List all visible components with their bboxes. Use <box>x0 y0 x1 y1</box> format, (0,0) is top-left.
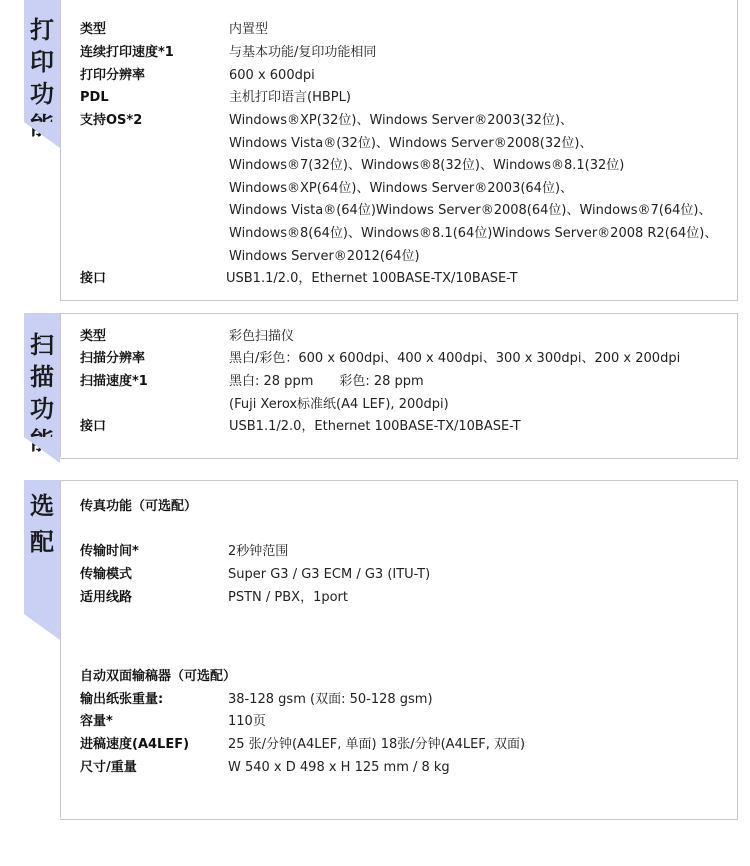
adf-size-label: 尺寸/重量 <box>80 760 137 775</box>
print-os-line: Windows®8(64位)、Windows®8.1(64位)Windows Server®2008 R2(64位)、 <box>229 226 718 241</box>
fax-mode-value: Super G3 / G3 ECM / G3 (ITU-T) <box>228 567 431 582</box>
print-pdl-label: PDL <box>80 90 109 105</box>
print-os-label: 支持OS*2 <box>80 113 143 128</box>
fax-line-value: PSTN / PBX，1port <box>228 590 348 605</box>
adf-speed-label: 进稿速度(A4LEF) <box>80 737 190 752</box>
scan-tab-title: 扫描功 <box>30 330 54 423</box>
adf-capacity-value: 110页 <box>228 714 266 729</box>
fax-mode-label: 传输模式 <box>80 567 133 582</box>
print-resolution-value: 600 x 600dpi <box>229 68 315 83</box>
print-pdl-value: 主机打印语言(HBPL) <box>229 90 351 105</box>
adf-capacity-label: 容量* <box>80 714 113 729</box>
scan-speed-value: 黑白: 28 ppm 彩色: 28 ppm <box>229 374 424 389</box>
options-tab <box>24 480 60 614</box>
fax-time-value: 2秒钟范围 <box>228 544 289 559</box>
scan-interface-value: USB1.1/2.0，Ethernet 100BASE-TX/10BASE-T <box>229 419 521 434</box>
print-os-line: Windows Vista®(32位)、Windows Server®2008(32位)、 <box>229 136 593 151</box>
print-type-label: 类型 <box>80 22 107 37</box>
scan-interface-label: 接口 <box>80 419 107 434</box>
print-os-line: Windows®7(32位)、Windows®8(32位)、Windows®8.1(32位) <box>229 158 625 173</box>
scan-speed-note: (Fuji Xerox标准纸(A4 LEF), 200dpi) <box>229 397 449 412</box>
options-tab-title: 选配 <box>30 491 54 556</box>
print-resolution-label: 打印分辨率 <box>80 68 146 83</box>
print-section <box>0 0 750 300</box>
fax-time-label: 传输时间* <box>80 544 139 559</box>
print-os-value: Windows®XP(32位)、Windows Server®2003(32位)、 <box>229 113 574 128</box>
adf-weight-label: 输出纸张重量: <box>80 692 164 707</box>
adf-size-value: W 540 x D 498 x H 125 mm / 8 kg <box>228 760 450 775</box>
print-os-line: Windows Vista®(64位)Windows Server®2008(64位)、Windows®7(64位)、 <box>229 203 712 218</box>
scan-speed-label: 扫描速度*1 <box>80 374 148 389</box>
print-speed-label: 连续打印速度*1 <box>80 45 174 60</box>
options-section <box>0 480 750 818</box>
print-os-line: Windows®XP(64位)、Windows Server®2003(64位)、 <box>229 181 574 196</box>
fax-heading: 传真功能（可选配） <box>80 499 198 514</box>
print-tab <box>24 0 60 122</box>
print-tab-title: 打印功 <box>30 15 54 108</box>
adf-heading: 自动双面输稿器（可选配） <box>80 669 237 684</box>
adf-weight-value: 38-128 gsm (双面: 50-128 gsm) <box>228 692 433 707</box>
scan-type-label: 类型 <box>80 329 107 344</box>
print-os-line: Windows Server®2012(64位) <box>229 249 420 264</box>
scan-resolution-label: 扫描分辨率 <box>80 351 146 366</box>
scan-type-value: 彩色扫描仪 <box>229 329 295 344</box>
fax-line-label: 适用线路 <box>80 590 133 605</box>
print-interface-value: USB1.1/2.0，Ethernet 100BASE-TX/10BASE-T <box>226 271 518 286</box>
print-speed-value: 与基本功能/复印功能相同 <box>229 45 377 60</box>
scan-tab <box>24 313 60 437</box>
print-interface-label: 接口 <box>80 271 107 286</box>
print-type-value: 内置型 <box>229 22 269 37</box>
adf-speed-value: 25 张/分钟(A4LEF, 单面) 18张/分钟(A4LEF, 双面) <box>228 737 526 752</box>
scan-resolution-value: 黑白/彩色：600 x 600dpi、400 x 400dpi、300 x 300dpi、200 x 200dpi <box>229 351 681 366</box>
scan-section <box>0 313 750 457</box>
